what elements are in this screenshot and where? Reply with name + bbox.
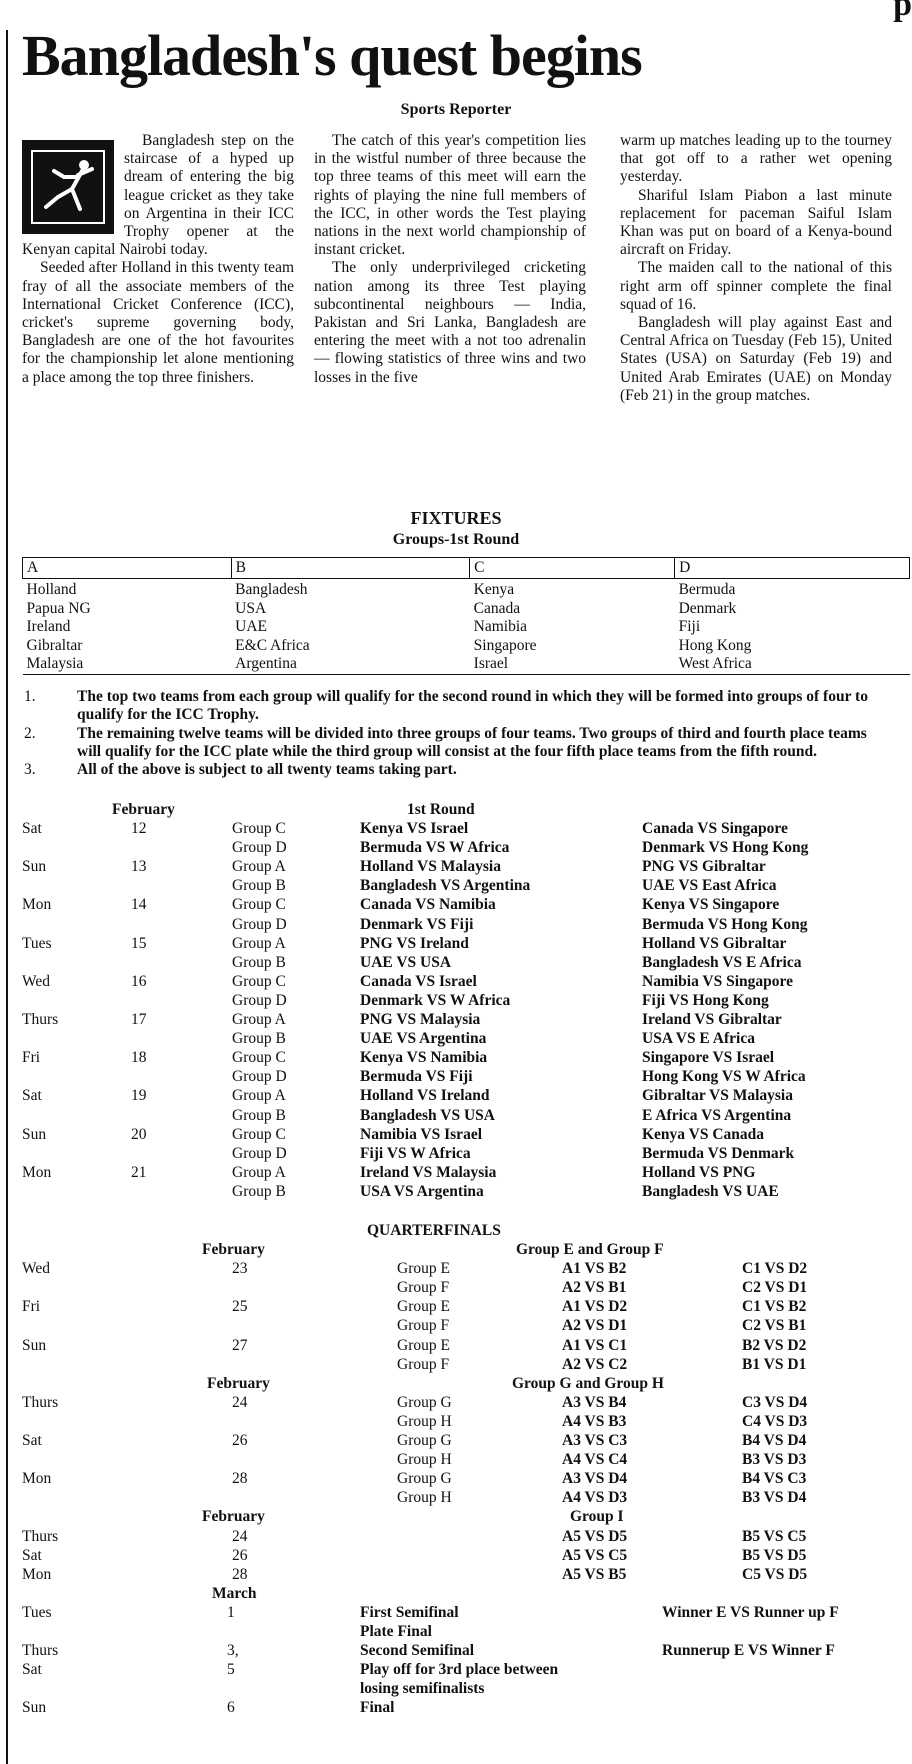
schedule-cell: Group D (232, 1068, 287, 1086)
schedule-row (22, 1698, 892, 1717)
schedule-cell: Bermuda VS Fiji (360, 1068, 473, 1086)
schedule-row (22, 876, 892, 895)
schedule-cell: Group D (232, 915, 287, 933)
note-number: 1. (24, 688, 36, 705)
schedule-cell: Hong Kong VS W Africa (642, 1068, 806, 1086)
schedule-cell: Final (360, 1699, 395, 1717)
schedule-cell: Mon (22, 1163, 52, 1181)
schedule-cell: Runnerup E VS Winner F (662, 1642, 835, 1660)
month-label: February (112, 801, 175, 818)
schedule-cell: PNG VS Gibraltar (642, 858, 766, 876)
schedule-cell: C1 VS D2 (742, 1260, 808, 1278)
schedule-cell: Group D (232, 839, 287, 857)
schedule-cell: Gibraltar VS Malaysia (642, 1087, 793, 1105)
schedule-row (22, 838, 892, 857)
group-row (23, 618, 910, 637)
article-column-2 (314, 132, 586, 387)
schedule-cell: 21 (131, 1163, 147, 1181)
fixture-note (22, 761, 892, 779)
schedule-cell: Sat (22, 1546, 42, 1564)
schedule-cell: Denmark VS Hong Kong (642, 839, 809, 857)
schedule-cell: B2 VS D2 (742, 1336, 807, 1354)
schedule-cell: Bangladesh VS E Africa (642, 953, 802, 971)
schedule-cell: Group B (232, 877, 286, 895)
schedule-cell: Group F (397, 1279, 450, 1297)
schedule-row (22, 1278, 892, 1297)
schedule-row (22, 1622, 892, 1641)
article-paragraph: The catch of this year's competition lies in the wistful number of three because the top three teams of this meet will earn the rights of playing the nine full members of the ICC, in other words the Test playing nations in the next world championship of instant cricket. (314, 132, 586, 259)
schedule-cell: Wed (22, 1260, 51, 1278)
schedule-row (22, 1603, 892, 1622)
schedule-row (22, 1144, 892, 1163)
schedule-cell: B5 VS C5 (742, 1527, 807, 1545)
schedule-cell: Group C (232, 972, 286, 990)
article-paragraph: The only underprivileged cricketing nation among its three Test playing subcontinental neighbours — India, Pakistan and Sri Lanka, Bangladesh are entering the meet with a not too adrenalin — flowing statistics of three wins and two losses in the five (314, 259, 586, 386)
schedule-cell: Holland VS Gibraltar (642, 934, 787, 952)
schedule-cell: Fiji VS W Africa (360, 1144, 471, 1162)
schedule-cell: Kenya VS Singapore (642, 896, 780, 914)
group-row (23, 600, 910, 619)
schedule-cell: Group A (232, 858, 286, 876)
schedule-cell: Sun (22, 1336, 47, 1354)
team-cell: USA (235, 599, 267, 617)
schedule-cell: Group C (232, 896, 286, 914)
team-cell: Denmark (678, 599, 737, 617)
team-cell: Papua NG (26, 599, 91, 617)
schedule-cell: A2 VS B1 (562, 1279, 627, 1297)
schedule-row (22, 934, 892, 953)
schedule-cell: Group F (397, 1355, 450, 1373)
group-row (23, 637, 910, 656)
schedule-cell: 26 (232, 1432, 248, 1450)
schedule-cell: Sun (22, 1125, 47, 1143)
schedule-row (22, 1067, 892, 1086)
article-paragraph: The maiden call to the national of this right arm off spinner complete the final squad of 16. (620, 259, 892, 313)
team-cell: UAE (235, 618, 268, 635)
schedule-cell: Group H (397, 1489, 452, 1507)
schedule-cell: Group H (397, 1412, 452, 1430)
article-paragraph: Bangladesh step on the staircase of a hyped up dream of entering the big league cricket as they take on Argentina in their ICC Trophy opener at the Kenyan capital Nairobi today. (22, 132, 294, 259)
schedule-cell: A3 VS C3 (562, 1432, 628, 1450)
schedule-cell: A4 VS B3 (562, 1412, 627, 1430)
schedule-cell: A2 VS D1 (562, 1317, 628, 1335)
schedule-cell: Singapore VS Israel (642, 1049, 775, 1067)
schedule-row (22, 1125, 892, 1144)
group-pair-title: Group G and Group H (512, 1374, 664, 1392)
schedule-cell: B5 VS D5 (742, 1546, 807, 1564)
note-number: 3. (24, 761, 36, 779)
schedule-cell: Group G (397, 1432, 452, 1450)
schedule-cell: A1 VS D2 (562, 1298, 628, 1316)
schedule-row (22, 1336, 892, 1355)
schedule-cell: Holland VS Ireland (360, 1087, 490, 1105)
quarterfinals-title: QUARTERFINALS (367, 1222, 501, 1239)
schedule-cell: 28 (232, 1565, 248, 1583)
schedule-cell: 3, (227, 1642, 239, 1660)
schedule-cell: 16 (131, 972, 147, 990)
article-paragraph: warm up matches leading up to the tourney that got off to a rather wet opening yesterday. (620, 132, 892, 186)
schedule-cell: A5 VS D5 (562, 1527, 628, 1545)
schedule-cell: B3 VS D3 (742, 1451, 807, 1469)
schedule-cell: C2 VS D1 (742, 1279, 808, 1297)
schedule-cell: Group D (232, 1144, 287, 1162)
schedule-header-row (22, 1584, 892, 1603)
schedule-cell: Mon (22, 1470, 52, 1488)
team-cell: Israel (470, 655, 675, 674)
schedule-row (22, 857, 892, 876)
schedule-cell: Group B (232, 953, 286, 971)
schedule-row (22, 1316, 892, 1335)
schedule-cell: 17 (131, 1011, 147, 1029)
note-number: 2. (24, 724, 36, 742)
schedule-cell: Group E (397, 1336, 450, 1354)
schedule-cell: Sat (22, 1432, 42, 1450)
team-cell: West Africa (675, 655, 910, 674)
article-paragraph: Bangladesh will play against East and Central Africa on Tuesday (Feb 15), United States (USA) on Saturday (Feb 19) and United Arab Emirates (UAE) on Monday (Feb 21) in the group matches. (620, 314, 892, 404)
team-cell: Holland (26, 581, 77, 598)
schedule-cell: 18 (131, 1049, 147, 1067)
schedule-cell: A3 VS B4 (562, 1393, 627, 1411)
schedule-cell: 26 (232, 1546, 248, 1564)
schedule-header-row (22, 1507, 892, 1526)
schedule-cell: Denmark VS Fiji (360, 915, 474, 933)
schedule-cell: Bangladesh VS UAE (642, 1182, 779, 1200)
schedule-cell: Group B (232, 1030, 286, 1048)
note-text: All of the above is subject to all twenty teams taking part. (77, 761, 457, 779)
schedule-cell: Fiji VS Hong Kong (642, 991, 769, 1009)
group-title: Group I (570, 1508, 624, 1526)
schedule-cell: A5 VS B5 (562, 1565, 627, 1583)
schedule-cell: Group C (232, 820, 286, 838)
schedule-header-row (22, 1374, 892, 1393)
schedule-cell: Group C (232, 1125, 286, 1143)
schedule-cell: Bangladesh VS USA (360, 1106, 495, 1124)
schedule-cell: Sat (22, 1661, 42, 1679)
schedule-cell: USA VS Argentina (360, 1182, 484, 1200)
schedule-cell: Sat (22, 820, 42, 838)
schedule-row (22, 1297, 892, 1316)
schedule-row (22, 1679, 892, 1698)
team-cell: Fiji (678, 618, 701, 635)
group-row (23, 655, 910, 674)
schedule-cell: Group G (397, 1393, 452, 1411)
schedule-cell: Kenya VS Namibia (360, 1049, 488, 1067)
team-cell: E&C Africa (235, 636, 310, 654)
groups-subtitle: Groups-1st Round (392, 531, 520, 548)
schedule-cell: C3 VS D4 (742, 1393, 808, 1411)
schedule-cell: 28 (232, 1470, 248, 1488)
cricket-bowler-icon (22, 140, 114, 234)
schedule-cell: Tues (22, 934, 52, 952)
schedule-cell: 6 (227, 1699, 235, 1717)
schedule-row (22, 1546, 892, 1565)
schedule-cell: Canada VS Israel (360, 972, 477, 990)
team-cell: Bangladesh (235, 581, 308, 598)
group-header: C (470, 558, 675, 579)
byline: Sports Reporter (400, 101, 512, 118)
schedule-row (22, 972, 892, 991)
schedule-cell: 24 (232, 1527, 248, 1545)
schedule-cell: 5 (227, 1661, 235, 1679)
schedule-row (22, 1527, 892, 1546)
article-paragraph: Seeded after Holland in this twenty team fray of all the associate members of the International Cricket Conference (ICC), cricket's supreme governing body, Bangladesh are one of the hot favourites for the championship let alone mentioning a place among the top three finishers. (22, 259, 294, 386)
schedule-cell: C2 VS B1 (742, 1317, 807, 1335)
schedule-cell: 12 (131, 820, 147, 838)
schedule-cell: Fri (22, 1049, 41, 1067)
group-header: A (23, 558, 232, 579)
schedule-cell: B3 VS D4 (742, 1489, 807, 1507)
schedule-cell: Group G (397, 1470, 452, 1488)
schedule-cell: Ireland VS Malaysia (360, 1163, 497, 1181)
schedule-row (22, 1355, 892, 1374)
schedule-cell: Canada VS Namibia (360, 896, 496, 914)
groups-table (22, 557, 910, 675)
schedule-cell: 13 (131, 858, 147, 876)
schedule-cell: Sun (22, 1699, 47, 1717)
schedule-cell: Thurs (22, 1527, 59, 1545)
schedule-cell: Group H (397, 1451, 452, 1469)
schedule-cell: Play off for 3rd place between (360, 1661, 559, 1679)
schedule-cell: Canada VS Singapore (642, 820, 788, 838)
schedule-row (22, 1259, 892, 1278)
group-header: B (231, 558, 470, 579)
schedule-cell: UAE VS Argentina (360, 1030, 487, 1048)
schedule-row (22, 1393, 892, 1412)
team-cell: Bermuda (678, 581, 736, 598)
schedule-cell: Bermuda VS Denmark (642, 1144, 795, 1162)
schedule-row (22, 953, 892, 972)
schedule-cell: Kenya VS Israel (360, 820, 469, 838)
schedule-cell: Ireland VS Gibraltar (642, 1011, 782, 1029)
fixtures-title: FIXTURES (410, 508, 502, 528)
schedule-row (22, 895, 892, 914)
quarterfinal-schedule (22, 1221, 892, 1717)
schedule-cell: 25 (232, 1298, 248, 1316)
team-cell: Ireland (26, 618, 71, 635)
month-label: February (202, 1241, 265, 1259)
month-label: February (202, 1508, 265, 1526)
schedule-cell: Thurs (22, 1642, 59, 1660)
fixture-notes (22, 688, 892, 779)
schedule-cell: Kenya VS Canada (642, 1125, 765, 1143)
month-label: February (207, 1374, 270, 1392)
schedule-cell: 27 (232, 1336, 248, 1354)
schedule-cell: UAE VS East Africa (642, 877, 777, 895)
schedule-cell: Tues (22, 1603, 52, 1621)
schedule-cell: Group A (232, 934, 286, 952)
schedule-cell: Thurs (22, 1011, 59, 1029)
fixture-note (22, 688, 892, 725)
schedule-cell: B4 VS D4 (742, 1432, 807, 1450)
schedule-cell: 15 (131, 934, 147, 952)
schedule-cell: Fri (22, 1298, 41, 1316)
schedule-cell: First Semifinal (360, 1603, 459, 1621)
schedule-cell: Group A (232, 1163, 286, 1181)
schedule-header-row (22, 800, 892, 819)
schedule-cell: Group E (397, 1298, 450, 1316)
schedule-row (22, 1565, 892, 1584)
schedule-cell: Group A (232, 1011, 286, 1029)
note-text: The top two teams from each group will qualify for the second round in which they will be formed into groups of four to qualify for the ICC Trophy. (77, 688, 868, 724)
schedule-cell: Bermuda VS W Africa (360, 839, 510, 857)
schedule-row (22, 915, 892, 934)
fixture-note (22, 725, 892, 762)
schedule-row (22, 1660, 892, 1679)
schedule-row (22, 1010, 892, 1029)
schedule-header-row (22, 1221, 892, 1240)
schedule-row (22, 1048, 892, 1067)
article-column-1 (22, 132, 294, 387)
schedule-cell: Bermuda VS Hong Kong (642, 915, 808, 933)
team-cell: Gibraltar (26, 636, 83, 654)
month-label: March (212, 1584, 257, 1602)
team-cell: Canada (473, 599, 521, 617)
schedule-cell: 1 (227, 1603, 235, 1621)
schedule-cell: C4 VS D3 (742, 1412, 808, 1430)
schedule-cell: USA VS E Africa (642, 1030, 755, 1048)
schedule-cell: Group C (232, 1049, 286, 1067)
group-pair-title: Group E and Group F (516, 1241, 664, 1259)
schedule-cell: Group D (232, 991, 287, 1009)
schedule-cell: Namibia VS Israel (360, 1125, 483, 1143)
schedule-row (22, 1431, 892, 1450)
schedule-cell: B1 VS D1 (742, 1355, 807, 1373)
schedule-cell: Group F (397, 1317, 450, 1335)
headline: Bangladesh's quest begins (22, 23, 642, 88)
schedule-row (22, 1182, 892, 1201)
schedule-row (22, 819, 892, 838)
schedule-cell: A2 VS C2 (562, 1355, 628, 1373)
first-round-schedule (22, 800, 892, 1201)
schedule-cell: Thurs (22, 1393, 59, 1411)
group-header: D (675, 558, 910, 579)
schedule-cell: Namibia VS Singapore (642, 972, 794, 990)
schedule-cell: 23 (232, 1260, 248, 1278)
schedule-cell: Group B (232, 1106, 286, 1124)
schedule-cell: Winner E VS Runner up F (662, 1603, 839, 1621)
schedule-row (22, 1450, 892, 1469)
note-text: The remaining twelve teams will be divided into three groups of four teams. Two groups of third and fourth place teams will qualify for the ICC plate while the third group will consist at the four fifth place teams from the fifth round. (77, 724, 867, 760)
schedule-cell: 24 (232, 1393, 248, 1411)
schedule-row (22, 1106, 892, 1125)
schedule-cell: 19 (131, 1087, 147, 1105)
schedule-cell: Sun (22, 858, 47, 876)
team-cell: Hong Kong (678, 636, 752, 654)
group-row (23, 579, 910, 600)
schedule-row (22, 1029, 892, 1048)
team-cell: Singapore (473, 636, 537, 654)
schedule-row (22, 991, 892, 1010)
team-cell: Malaysia (23, 655, 232, 674)
schedule-cell: PNG VS Ireland (360, 934, 469, 952)
schedule-row (22, 1469, 892, 1488)
schedule-cell: Mon (22, 1565, 52, 1583)
schedule-row (22, 1641, 892, 1660)
schedule-cell: B4 VS C3 (742, 1470, 807, 1488)
article-column-3 (620, 132, 892, 405)
schedule-cell: C1 VS B2 (742, 1298, 807, 1316)
schedule-cell: Group E (397, 1260, 450, 1278)
schedule-header-row (22, 1240, 892, 1259)
team-cell: Argentina (231, 655, 470, 674)
schedule-cell: 20 (131, 1125, 147, 1143)
schedule-cell: Sat (22, 1087, 42, 1105)
schedule-cell: Holland VS PNG (642, 1163, 756, 1181)
schedule-cell: Bangladesh VS Argentina (360, 877, 531, 895)
schedule-row (22, 1488, 892, 1507)
schedule-cell: A1 VS C1 (562, 1336, 628, 1354)
schedule-cell: Group B (232, 1182, 286, 1200)
schedule-cell: A1 VS B2 (562, 1260, 627, 1278)
team-cell: Kenya (473, 581, 515, 598)
schedule-cell: A4 VS D3 (562, 1489, 628, 1507)
schedule-cell: PNG VS Malaysia (360, 1011, 481, 1029)
cropped-corner-letter: p (893, 0, 912, 23)
schedule-cell: Wed (22, 972, 51, 990)
article-paragraph: Shariful Islam Piabon a last minute replacement for paceman Saiful Islam Khan was put on board of a Kenya-bound aircraft on Friday. (620, 186, 892, 259)
round-title: 1st Round (407, 801, 475, 818)
schedule-cell: C5 VS D5 (742, 1565, 808, 1583)
schedule-cell: Holland VS Malaysia (360, 858, 501, 876)
schedule-cell: Group A (232, 1087, 286, 1105)
schedule-cell: Denmark VS W Africa (360, 991, 511, 1009)
team-cell: Namibia (473, 618, 528, 635)
schedule-cell: A5 VS C5 (562, 1546, 628, 1564)
schedule-cell: UAE VS USA (360, 953, 452, 971)
schedule-cell: Mon (22, 896, 52, 914)
schedule-cell: E Africa VS Argentina (642, 1106, 792, 1124)
schedule-cell: Plate Final (360, 1622, 432, 1640)
schedule-cell: Second Semifinal (360, 1642, 475, 1660)
schedule-cell: A3 VS D4 (562, 1470, 628, 1488)
schedule-cell: losing semifinalists (360, 1680, 485, 1698)
schedule-row (22, 1163, 892, 1182)
schedule-cell: 14 (131, 896, 147, 914)
schedule-cell: A4 VS C4 (562, 1451, 628, 1469)
schedule-row (22, 1412, 892, 1431)
schedule-row (22, 1086, 892, 1105)
